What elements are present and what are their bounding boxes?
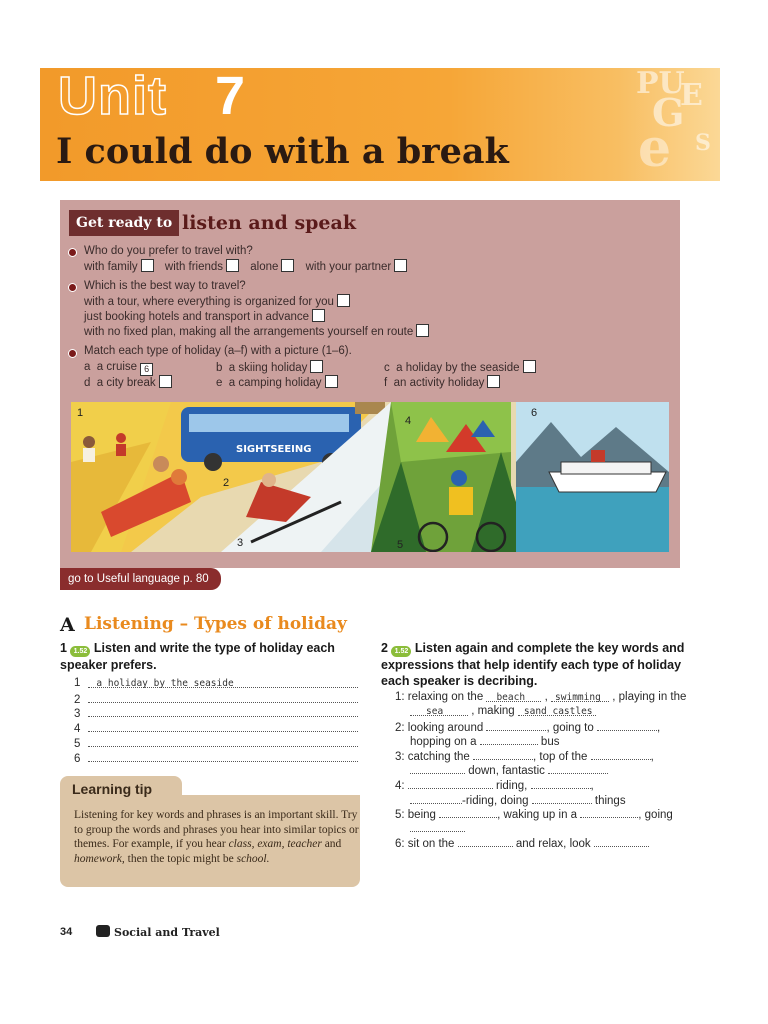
handwritten-answer: beach: [496, 692, 526, 703]
text: 4:: [395, 780, 405, 792]
answer-field[interactable]: [518, 704, 596, 716]
text: 3: catching the: [395, 751, 470, 763]
checkbox[interactable]: [337, 294, 350, 307]
match-item: [384, 375, 500, 391]
checkbox[interactable]: [312, 309, 325, 322]
answer-field[interactable]: [408, 777, 493, 789]
ex2-line: 2: looking around , going to ,: [395, 719, 660, 735]
tip-text: then the topic might be: [124, 852, 237, 865]
text: , top of the: [533, 751, 588, 763]
handwritten-answer: swimming: [555, 692, 601, 703]
banner-decor-letters: e: [638, 118, 672, 179]
text: bus: [540, 736, 560, 748]
answer-box[interactable]: [523, 360, 536, 373]
exercise-2-instruction: [381, 640, 686, 689]
question-1: Who do you prefer to travel with?: [84, 245, 253, 257]
get-ready-tab: Get ready to: [69, 210, 179, 236]
line-number: 5: [74, 738, 81, 750]
answer-field[interactable]: [439, 806, 497, 818]
line-number: 3: [74, 708, 81, 720]
question-2: Which is the best way to travel?: [84, 280, 246, 292]
question-2-option: [84, 294, 350, 310]
text: , going to: [546, 722, 594, 734]
answer-field[interactable]: [548, 762, 608, 774]
checkbox[interactable]: [281, 259, 294, 272]
instruction-text: Listen and write the type of holiday each speaker prefers.: [60, 641, 335, 672]
question-2-option: [84, 309, 325, 325]
answer-line: [74, 735, 358, 751]
ex2-line: 1: relaxing on the beach , swimming , playing in the: [395, 691, 687, 703]
question-1-options: [84, 259, 407, 275]
answer-box[interactable]: [487, 375, 500, 388]
line-number: 1: [74, 677, 81, 689]
text: 5: being: [395, 809, 436, 821]
item-label: a skiing holiday: [228, 362, 308, 374]
item-letter: c: [384, 362, 390, 374]
option-label: with family: [84, 261, 138, 273]
answer-field[interactable]: [88, 705, 358, 717]
text: -riding, doing: [462, 795, 529, 807]
option-label: with friends: [164, 261, 224, 273]
exercise-number: 2: [381, 641, 388, 655]
item-letter: d: [84, 377, 91, 389]
unit-title: I could do with a break: [56, 131, 509, 172]
get-ready-heading: listen and speak: [182, 212, 356, 234]
text: riding,: [496, 780, 528, 792]
tip-emphasis: school.: [236, 852, 270, 865]
bus-label: SIGHTSEEING: [236, 444, 312, 455]
tip-emphasis: class, exam, teacher: [228, 838, 322, 850]
answer-field[interactable]: [486, 719, 546, 731]
ex2-line: [410, 820, 465, 836]
line-number: 4: [74, 723, 81, 735]
text: , making: [471, 705, 515, 717]
text: down, fantastic: [468, 765, 545, 777]
picture-number: 3: [237, 537, 244, 549]
item-label: a camping holiday: [228, 377, 322, 389]
unit-banner: [40, 68, 720, 181]
banner-decor-letters: E: [680, 78, 703, 113]
picture-number: 2: [223, 477, 230, 489]
unit-number: 7: [215, 68, 246, 126]
line-number: 2: [74, 694, 81, 706]
answer-field[interactable]: [88, 750, 358, 762]
bullet-icon: [68, 248, 77, 257]
option-label: with no fixed plan, making all the arrangements yourself en route: [84, 326, 414, 338]
footer-label: Social and Travel: [114, 926, 220, 939]
tip-emphasis: homework,: [74, 852, 125, 865]
option-label: with your partner: [305, 261, 392, 273]
banner-decor-letters: S: [695, 130, 711, 156]
answer-field[interactable]: [597, 719, 657, 731]
text: , waking up in a: [497, 809, 578, 821]
text: , playing in the: [612, 691, 687, 703]
answer-field[interactable]: [410, 820, 465, 832]
item-label: a cruise: [96, 361, 138, 373]
item-letter: b: [216, 362, 223, 374]
bullet-icon: [68, 349, 77, 358]
item-label: an activity holiday: [393, 377, 485, 389]
answer-box[interactable]: 6: [140, 363, 153, 376]
question-2-option: [84, 324, 429, 340]
ex2-line: [410, 733, 559, 749]
answer-field[interactable]: [410, 792, 462, 804]
item-letter: f: [384, 377, 388, 389]
text: 1: relaxing on the: [395, 691, 484, 703]
ex2-line: [410, 704, 596, 718]
handwritten-answer: sea: [426, 706, 444, 717]
text: , going: [638, 809, 673, 821]
social-travel-icon: [96, 925, 110, 937]
text: 6: sit on the: [395, 838, 455, 850]
picture-number: 6: [531, 407, 538, 419]
unit-word: Unit: [58, 68, 167, 126]
tip-text: Listening for key words and phrases is an important skill. Try to group the words and phrases you hear into similar topics or themes. For example, if you hear: [74, 809, 359, 850]
handwritten-answer: sand castles: [523, 706, 593, 717]
picture-number: 4: [405, 415, 412, 427]
exercise-1-instruction: [60, 640, 360, 673]
answer-line: [74, 676, 358, 690]
match-item: [216, 360, 323, 376]
exercise-number: 1: [60, 641, 67, 655]
answer-line: [74, 750, 358, 766]
useful-language-link[interactable]: go to Useful language p. 80: [60, 568, 221, 590]
checkbox[interactable]: [394, 259, 407, 272]
tip-text: and: [321, 838, 342, 850]
item-label: a holiday by the seaside: [396, 362, 520, 374]
picture-number: 5: [397, 539, 404, 551]
instruction-text: Listen again and complete the key words and expressions that help identify each type of holiday each speaker is decribing.: [381, 641, 685, 688]
item-letter: a: [84, 361, 91, 373]
learning-tip-title: Learning tip: [72, 781, 153, 797]
banner-decor-letters: PU: [636, 68, 685, 101]
answer-box[interactable]: [159, 375, 172, 388]
answer-field[interactable]: [88, 691, 358, 703]
answer-field[interactable]: [480, 733, 538, 745]
answer-field[interactable]: [473, 748, 533, 760]
option-label: just booking hotels and transport in advance: [84, 311, 310, 323]
section-title: Listening – Types of holiday: [84, 614, 347, 634]
answer-field[interactable]: [580, 806, 638, 818]
answer-field[interactable]: [591, 748, 651, 760]
picture-number: 1: [77, 407, 84, 419]
bullet-icon: [68, 283, 77, 292]
item-label: a city break: [96, 377, 156, 389]
answer-field[interactable]: [410, 762, 465, 774]
cd-icon: 1.52: [70, 646, 90, 657]
option-label: alone: [250, 261, 279, 273]
answer-field[interactable]: [551, 690, 609, 702]
match-item: [84, 375, 172, 391]
answer-line: [74, 705, 358, 721]
cd-icon: 1.52: [391, 646, 411, 657]
banner-decor-letters: G: [652, 90, 685, 135]
answer-field[interactable]: [88, 720, 358, 732]
holiday-illustration-svg: [71, 402, 669, 552]
text: things: [594, 795, 626, 807]
checkbox[interactable]: [226, 259, 239, 272]
handwritten-answer: a holiday by the seaside: [96, 678, 234, 689]
match-item: [84, 360, 153, 376]
holiday-illustration: [71, 402, 669, 552]
section-letter: A: [60, 614, 75, 636]
answer-field[interactable]: [88, 676, 358, 688]
learning-tip-text: [74, 808, 359, 866]
answer-field[interactable]: [458, 835, 513, 847]
question-3: Match each type of holiday (a–f) with a picture (1–6).: [84, 345, 352, 357]
answer-field[interactable]: [531, 777, 591, 789]
ex2-line: 4: riding, ,: [395, 777, 594, 793]
ex2-line: 3: catching the , top of the ,: [395, 748, 654, 764]
ex2-line: [410, 762, 608, 778]
answer-field[interactable]: [88, 735, 358, 747]
text: and relax, look: [515, 838, 591, 850]
text: 2: looking around: [395, 722, 484, 734]
checkbox[interactable]: [141, 259, 154, 272]
match-item: [216, 375, 338, 391]
answer-line: [74, 720, 358, 736]
item-letter: e: [216, 377, 223, 389]
checkbox[interactable]: [416, 324, 429, 337]
answer-box[interactable]: [325, 375, 338, 388]
answer-field[interactable]: [410, 704, 468, 716]
answer-field[interactable]: [532, 792, 592, 804]
match-item: [384, 360, 536, 376]
page-number: 34: [60, 926, 73, 938]
text: hopping on a: [410, 736, 477, 748]
line-number: 6: [74, 753, 81, 765]
answer-field[interactable]: [486, 690, 541, 702]
answer-field[interactable]: [594, 835, 649, 847]
answer-box[interactable]: [310, 360, 323, 373]
ex2-line: [395, 835, 649, 851]
option-label: with a tour, where everything is organized for you: [84, 296, 334, 308]
